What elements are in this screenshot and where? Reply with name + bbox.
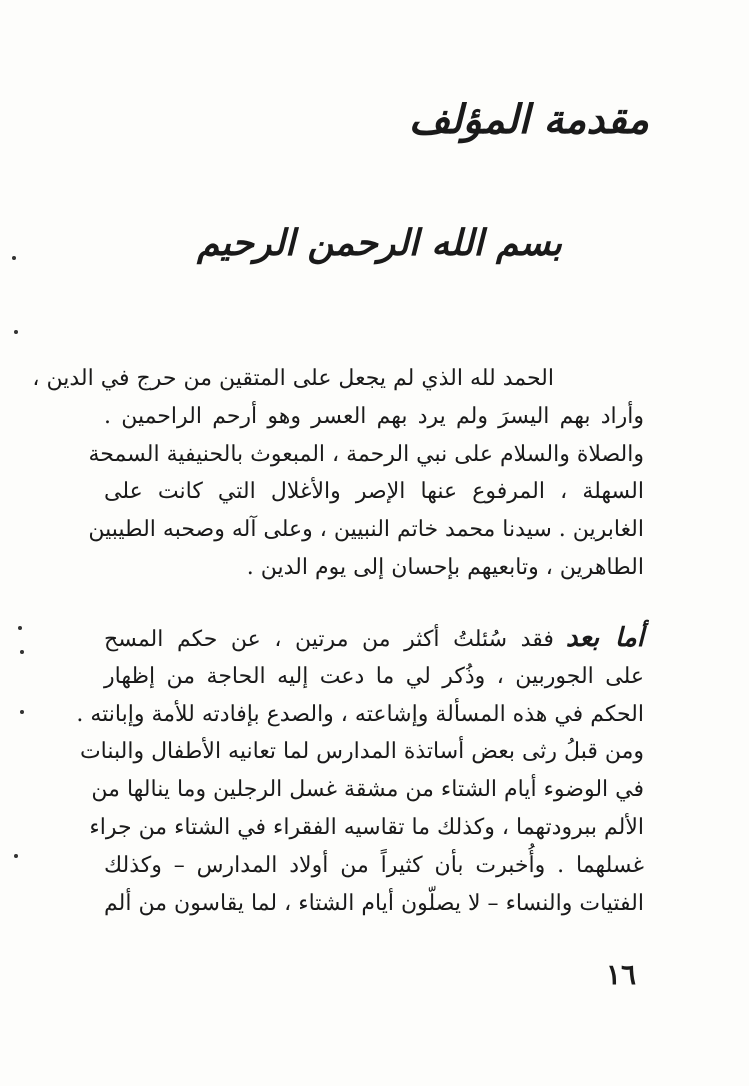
text-line: ومن قبلُ رثى بعض أساتذة المدارس لما تعانيه الأطفال والبنات bbox=[79, 739, 644, 765]
margin-speck bbox=[12, 256, 16, 260]
text-line: الألم ببرودتهما ، وكذلك ما تقاسيه الفقراء في الشتاء من جراء bbox=[89, 814, 644, 840]
paragraph-main bbox=[76, 620, 644, 922]
margin-speck bbox=[18, 626, 22, 630]
margin-speck bbox=[20, 710, 24, 714]
margin-speck bbox=[14, 330, 18, 334]
page-title: مقدمة المؤلف bbox=[408, 96, 649, 143]
margin-speck bbox=[20, 650, 24, 654]
text-line: الحكم في هذه المسألة وإشاعته ، والصدع بإفادته للأمة وإبانته . bbox=[76, 701, 644, 727]
text-line: على الجوربين ، وذُكر لي ما دعت إليه الحاجة من إظهار bbox=[104, 663, 644, 689]
text-line-rest: فقد سُئلتُ أكثر من مرتين ، عن حكم المسح bbox=[104, 627, 554, 652]
text-line: الطاهرين ، وتابعيهم بإحسان إلى يوم الدين . bbox=[246, 554, 644, 580]
text-line: الفتيات والنساء – لا يصلّون أيام الشتاء ، لما يقاسون من ألم bbox=[104, 890, 644, 916]
text-line: والصلاة والسلام على نبي الرحمة ، المبعوث بالحنيفية السمحة bbox=[88, 441, 644, 467]
text-line: الغابرين . سيدنا محمد خاتم النبيين ، وعلى آله وصحبه الطيبين bbox=[88, 517, 644, 543]
basmala-heading: بسم الله الرحمن الرحيم bbox=[196, 222, 563, 264]
page-number: ١٦ bbox=[606, 958, 637, 991]
text-line: في الوضوء أيام الشتاء من مشقة غسل الرجلين وما ينالها من bbox=[91, 777, 644, 803]
margin-speck bbox=[14, 854, 18, 858]
text-line: وأراد بهم اليسرَ ولم يرد بهم العسر وهو أرحم الراحمين . bbox=[104, 403, 644, 429]
text-line: غسلهما . وأُخبرت بأن كثيراً من أولاد المدارس – وكذلك bbox=[104, 852, 644, 878]
text-line: السهلة ، المرفوع عنها الإصر والأغلال التي كانت على bbox=[104, 479, 644, 505]
lead-phrase: أما بعد bbox=[565, 623, 644, 653]
paragraph-opening bbox=[32, 360, 644, 587]
text-line-first bbox=[104, 620, 644, 658]
text-line: الحمد لله الذي لم يجعل على المتقين من حرج في الدين ، bbox=[32, 366, 554, 391]
